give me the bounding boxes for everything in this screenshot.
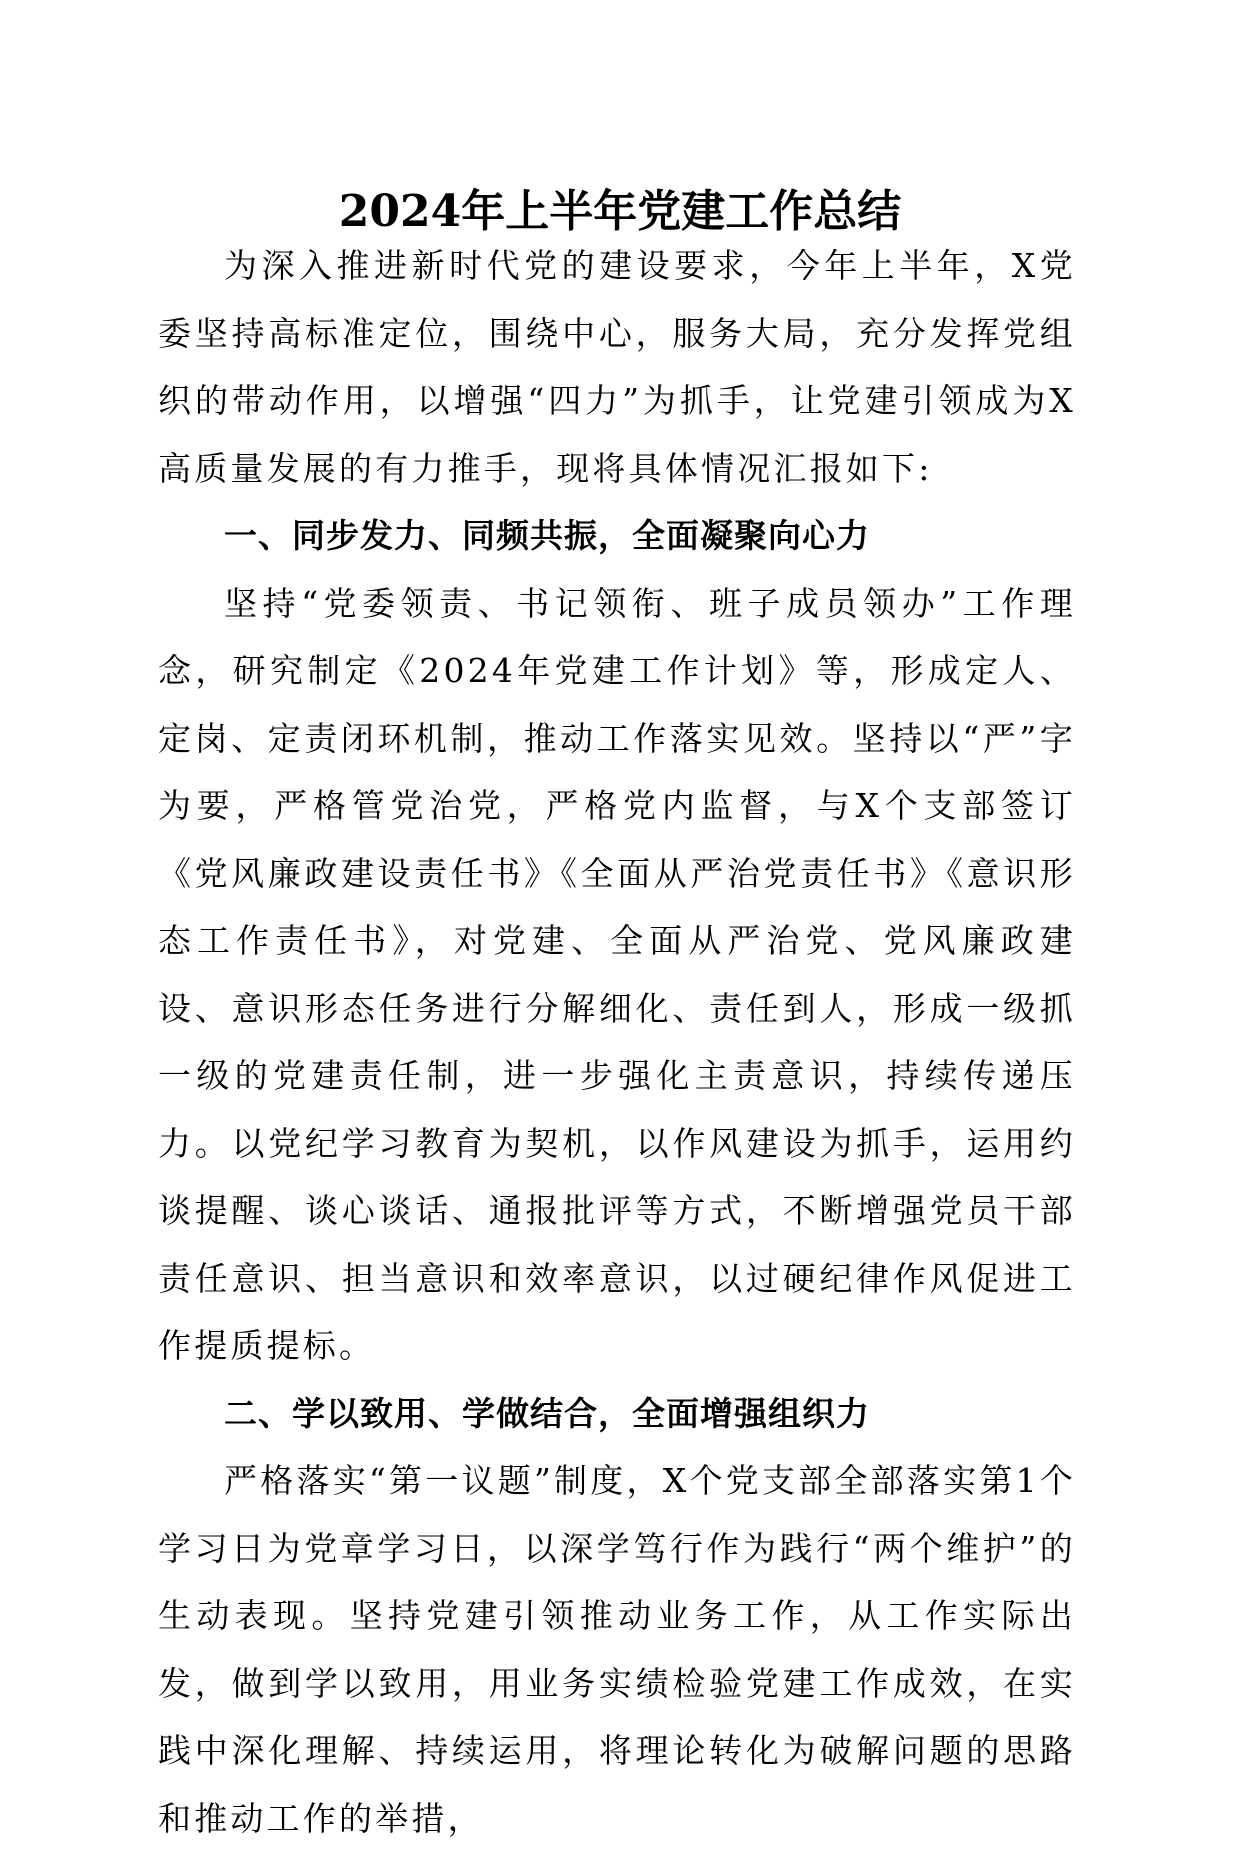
section-paragraph-1: 坚持“党委领责、书记领衔、班子成员领办”工作理念，研究制定《2024年党建工作计划》等，形成定人、定岗、定责闭环机制，推动工作落实见效。坚持以“严”字为要，严格管党治党，严格党内监督，与X个支部签订《党风廉政建设责任书》《全面从严治党责任书》《意识形态工作责任书》，对党建、全面从严治党、党风廉政建设、意识形态任务进行分解细化、责任到人，形成一级抓一级的党建责任制，进一步强化主责意识，持续传递压力。以党纪学习教育为契机，以作风建设为抓手，运用约谈提醒、谈心谈话、通报批评等方式，不断增强党员干部责任意识、担当意识和效率意识，以过硬纪律作风促进工作提质提标。 — [158, 583, 1076, 1365]
document-title: 2024年上半年党建工作总结 — [338, 186, 902, 237]
intro-paragraph: 为深入推进新时代党的建设要求，今年上半年，X党委坚持高标准定位，围绕中心，服务大局，充分发挥党组织的带动作用，以增强“四力”为抓手，让党建引领成为X高质量发展的有力推手，现将具体情况汇报如下: — [158, 246, 1076, 488]
section-paragraph-2: 严格落实“第一议题”制度，X个党支部全部落实第1个学习日为党章学习日，以深学笃行作为践行“两个维护”的生动表现。坚持党建引领推动业务工作，从工作实际出发，做到学以致用，用业务实绩检验党建工作成效，在实践中深化理解、持续运用，将理论转化为破解问题的思路和推动工作的举措， — [158, 1461, 1076, 1838]
section-heading-1: 一、同步发力、同频共振，全面凝聚向心力 — [224, 516, 870, 555]
section-heading-2: 二、学以致用、学做结合，全面增强组织力 — [224, 1393, 870, 1433]
document-body — [158, 232, 1076, 1852]
